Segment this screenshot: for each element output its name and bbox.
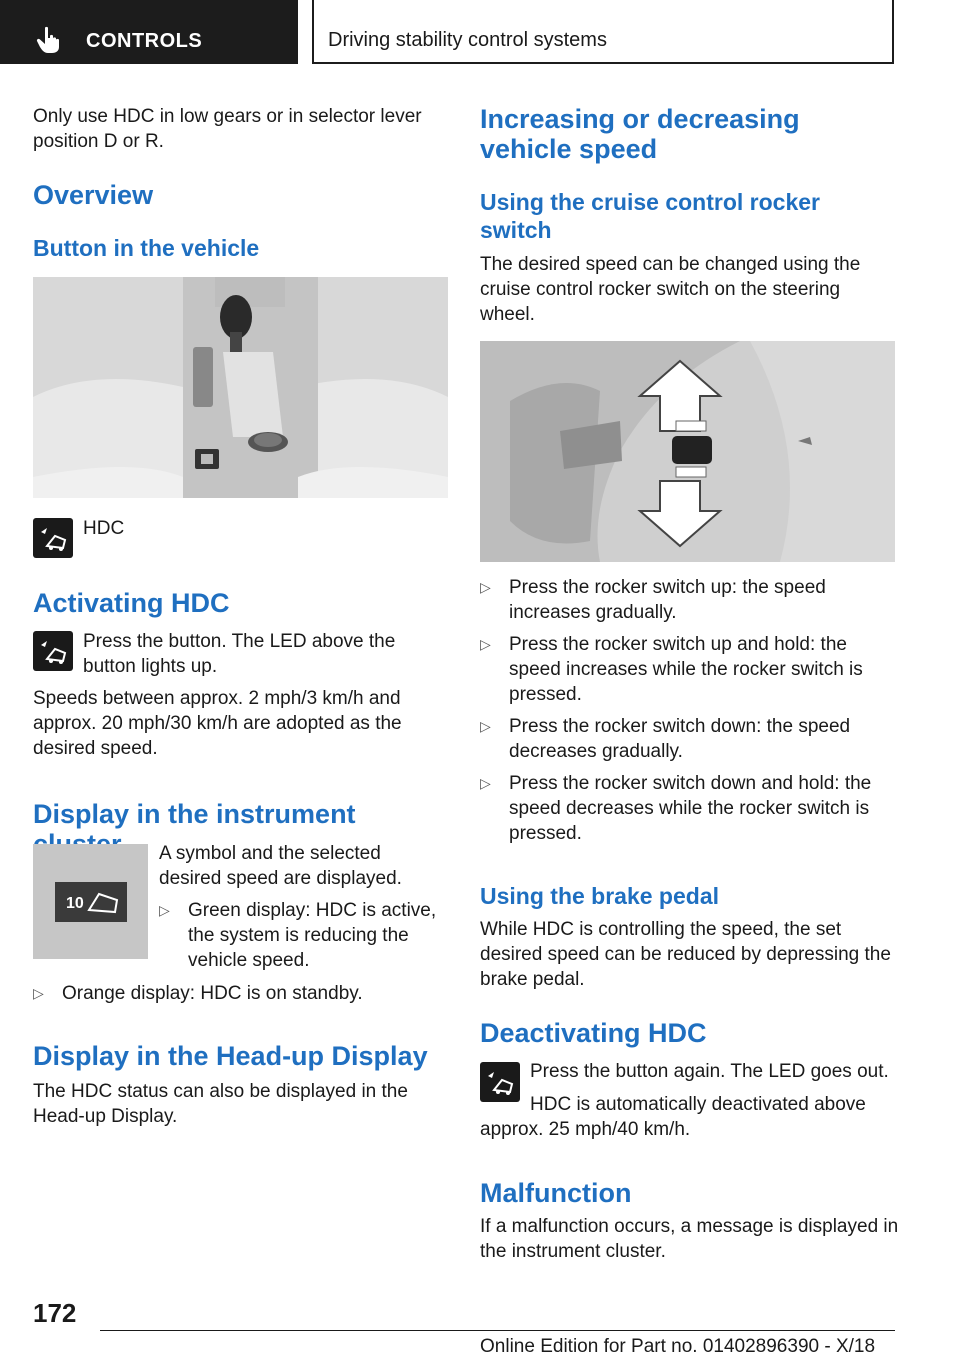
malfunction-text: If a malfunction occurs, a message is displayed in the instrument cluster. bbox=[480, 1216, 899, 1262]
bullet-down-hold: ▷ Press the rocker switch down and hold: the speed decreases while the rocker switch is pressed. bbox=[480, 773, 872, 844]
cluster-symbol-image bbox=[33, 844, 148, 959]
pointing-hand-icon bbox=[36, 26, 62, 54]
activating-heading: Activating HDC bbox=[33, 588, 230, 618]
rocker-heading: Using the cruise control rocker switch bbox=[480, 189, 820, 243]
section-label: CONTROLS bbox=[86, 30, 203, 52]
hdc-label: HDC bbox=[83, 518, 125, 539]
cluster-symbol-number: 10 bbox=[66, 895, 84, 912]
rocker-text: The desired speed can be changed using the cruise control rocker switch on the steering wheel. bbox=[480, 254, 861, 325]
bullet-triangle-icon: ▷ bbox=[159, 902, 170, 918]
bullet-down: ▷ Press the rocker switch down: the speed decreases gradually. bbox=[480, 716, 851, 762]
rocker-switch-photo bbox=[480, 341, 895, 562]
bullet-triangle-icon: ▷ bbox=[33, 985, 44, 1001]
hud-text: The HDC status can also be displayed in the Head-up Display. bbox=[33, 1081, 408, 1127]
bullet-triangle-icon: ▷ bbox=[480, 579, 491, 595]
bullet-up-hold: ▷ Press the rocker switch up and hold: the speed increases while the rocker switch is pressed. bbox=[480, 634, 863, 705]
bullet-triangle-icon: ▷ bbox=[480, 775, 491, 791]
malfunction-heading: Malfunction bbox=[480, 1178, 632, 1208]
bullet-triangle-icon: ▷ bbox=[480, 718, 491, 734]
speeds-text: Speeds between approx. 2 mph/3 km/h and approx. 20 mph/30 km/h are adopted as the desired speed. bbox=[33, 688, 402, 759]
edition-text: Online Edition for Part no. 01402896390 - X/18 bbox=[480, 1336, 876, 1357]
bullet-triangle-icon: ▷ bbox=[480, 636, 491, 652]
bullet-green: ▷ Green display: HDC is active, the system is reducing the vehicle speed. bbox=[159, 900, 437, 971]
page-number: 172 bbox=[33, 1298, 77, 1328]
brake-text: While HDC is controlling the speed, the set desired speed can be reduced by depressing the brake pedal. bbox=[480, 919, 891, 990]
hdc-button-icon-activate bbox=[33, 631, 73, 671]
bullet-up: ▷ Press the rocker switch up: the speed increases gradually. bbox=[480, 577, 826, 623]
deactivating-heading: Deactivating HDC bbox=[480, 1018, 707, 1048]
center-console-photo bbox=[33, 277, 448, 498]
deactivating-text-1: Press the button again. The LED goes out. bbox=[530, 1061, 889, 1082]
hdc-button-icon bbox=[33, 518, 73, 558]
button-heading: Button in the vehicle bbox=[33, 235, 260, 261]
deactivating-text-2: HDC is automatically deactivated above approx. 25 mph/40 km/h. bbox=[480, 1094, 866, 1140]
overview-heading: Overview bbox=[33, 180, 154, 210]
hud-heading: Display in the Head-up Display bbox=[33, 1041, 428, 1071]
bullet-orange: ▷ Orange display: HDC is on standby. bbox=[33, 983, 363, 1004]
display-cluster-heading: Display in the instrument bbox=[33, 799, 356, 829]
speed-heading: Increasing or decreasing vehicle speed bbox=[480, 104, 800, 164]
activating-text: Press the button. The LED above the button lights up. bbox=[83, 631, 396, 677]
cluster-text: A symbol and the selected desired speed are displayed. bbox=[159, 843, 402, 889]
chapter-title-tab bbox=[312, 0, 894, 64]
intro-text: Only use HDC in low gears or in selector lever position D or R. bbox=[33, 106, 422, 152]
page-header bbox=[0, 0, 960, 66]
footer-divider bbox=[100, 1330, 895, 1331]
brake-heading: Using the brake pedal bbox=[480, 883, 720, 909]
section-tab bbox=[0, 0, 298, 64]
chapter-title: Driving stability control systems bbox=[328, 29, 607, 51]
